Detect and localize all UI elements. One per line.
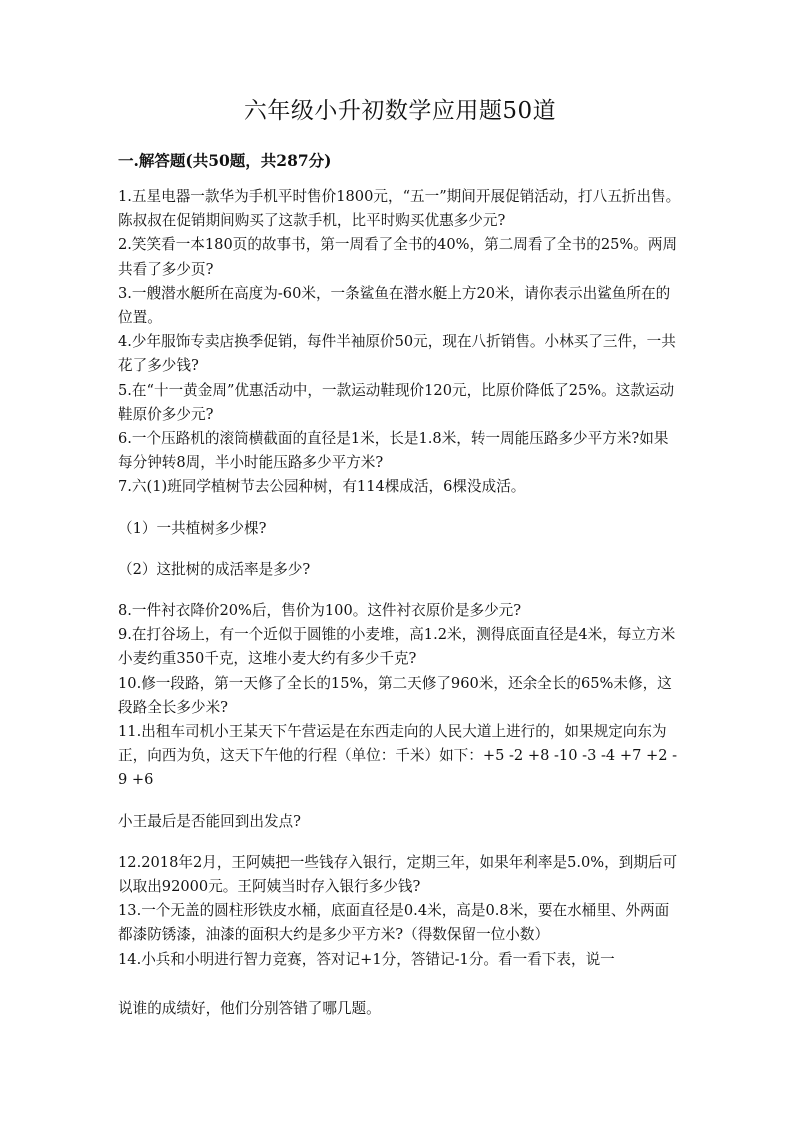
question-7: 7.六(1)班同学植树节去公园种树，有114棵成活，6棵没成活。: [118, 478, 526, 496]
question-10: 10.修一段路，第一天修了全长的15%，第二天修了960米，还余全长的65%未修，这段路全长多少米?: [118, 674, 672, 716]
question-3: 3.一艘潜水艇所在高度为-60米，一条鲨鱼在潜水艇上方20米，请你表示出鲨鱼所在的位置。: [118, 284, 671, 327]
document-title: 六年级小升初数学应用题50道: [243, 98, 557, 124]
question-8: 8.一件衬衣降价20%后，售价为100。这件衬衣原价是多少元?: [118, 602, 522, 620]
question-11-follow-up: 小王最后是否能回到出发点?: [118, 812, 301, 830]
question-14: 14.小兵和小明进行智力竞赛，答对记+1分，答错记-1分。看一看下表，说一: [118, 950, 615, 968]
question-5: 5.在“十一黄金周”优惠活动中，一款运动鞋现价120元，比原价降低了25%。这款运动鞋原价多少元?: [118, 381, 675, 423]
question-2: 2.笑笑看一本180页的故事书，第一周看了全书的40%，第二周看了全书的25%。两周共看了多少页?: [118, 236, 678, 278]
question-7-part-2: （2）这批树的成活率是多少?: [118, 560, 311, 578]
question-6: 6.一个压路机的滚筒横截面的直径是1米，长是1.8米，转一周能压路多少平方米?如果每分钟转8周，半小时能压路多少平方米?: [118, 430, 669, 472]
question-4: 4.少年服饰专卖店换季促销，每件半袖原价50元，现在八折销售。小林买了三件，一共花了多少钱?: [118, 333, 676, 375]
question-14-continued: 说谁的成绩好，他们分别答错了哪几题。: [118, 999, 381, 1017]
question-12: 12.2018年2月，王阿姨把一些钱存入银行，定期三年，如果年利率是5.0%，到期后可以取出92000元。王阿姨当时存入银行多少钱?: [118, 853, 678, 896]
question-11: 11.出租车司机小王某天下午营运是在东西走向的人民大道上进行的，如果规定向东为正，向西为负，这天下午他的行程（单位：千米）如下：+5 -2 +8 -10 -3 -4 +7 +2 -9 +6: [118, 723, 678, 789]
question-9: 9.在打谷场上，有一个近似于圆锥的小麦堆，高1.2米，测得底面直径是4米，每立方米小麦约重350千克，这堆小麦大约有多少千克?: [118, 626, 676, 668]
question-7-part-1: （1）一共植树多少棵?: [118, 519, 267, 537]
question-1: 1.五星电器一款华为手机平时售价1800元，“五一”期间开展促销活动，打八五折出售。陈叔叔在促销期间购买了这款手机，比平时购买优惠多少元?: [118, 188, 681, 230]
question-13: 13.一个无盖的圆柱形铁皮水桶，底面直径是0.4米，高是0.8米，要在水桶里、外两面都漆防锈漆，油漆的面积大约是多少平方米?（得数保留一位小数）: [118, 902, 670, 944]
section-heading: 一.解答题(共50题，共287分): [118, 151, 332, 170]
question-list: [118, 185, 682, 1021]
